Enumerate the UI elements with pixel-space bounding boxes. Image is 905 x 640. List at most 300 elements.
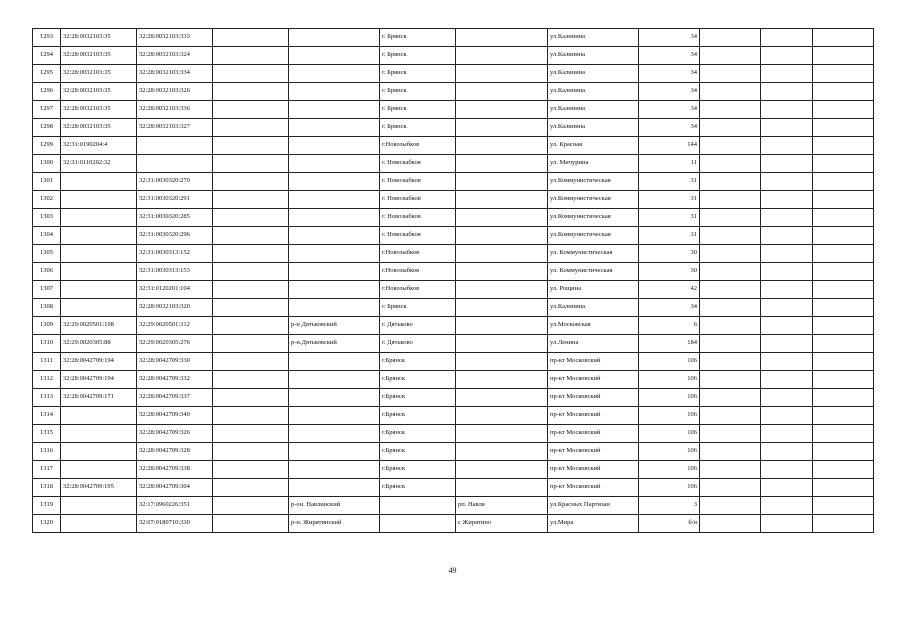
city-cell: г. Брянск: [380, 119, 456, 137]
cadastral-number-cell: [61, 425, 137, 443]
empty-cell: [813, 155, 874, 173]
district-cell: [289, 137, 380, 155]
empty-cell: [700, 335, 761, 353]
district-cell: [289, 479, 380, 497]
row-number-cell: 1306: [33, 263, 61, 281]
settlement-cell: [456, 227, 548, 245]
empty-cell: [813, 461, 874, 479]
row-number-cell: 1311: [33, 353, 61, 371]
house-number-cell: 184: [639, 335, 700, 353]
street-cell: ул.Калинина: [548, 299, 639, 317]
row-number-cell: 1309: [33, 317, 61, 335]
object-cadastral-number-cell: 32:31:0030320:291: [137, 191, 213, 209]
settlement-cell: [456, 317, 548, 335]
empty-cell: [761, 227, 813, 245]
empty-cell: [761, 497, 813, 515]
empty-cell: [700, 83, 761, 101]
empty-cell: [813, 137, 874, 155]
empty-cell: [761, 353, 813, 371]
cadastral-number-cell: [61, 281, 137, 299]
object-cadastral-number-cell: 32:28:0042709:330: [137, 353, 213, 371]
cadastral-number-cell: 32:31:0110202:32: [61, 155, 137, 173]
cadastral-number-cell: [61, 263, 137, 281]
city-cell: г. Дятьково: [380, 317, 456, 335]
empty-cell: [700, 209, 761, 227]
empty-cell: [761, 425, 813, 443]
object-cadastral-number-cell: 32:28:0042709:328: [137, 443, 213, 461]
cadastral-number-cell: 32:28:0032103:35: [61, 65, 137, 83]
street-cell: ул.Калинина: [548, 119, 639, 137]
house-number-cell: 106: [639, 407, 700, 425]
cadastral-number-cell: 32:31:0190204:4: [61, 137, 137, 155]
row-number-cell: 1315: [33, 425, 61, 443]
cadastral-number-cell: 32:28:0032103:35: [61, 29, 137, 47]
empty-cell: [700, 497, 761, 515]
settlement-cell: [456, 65, 548, 83]
city-cell: г.Брянск: [380, 389, 456, 407]
empty-cell: [761, 443, 813, 461]
object-cadastral-number-cell: 32:31:0030313:153: [137, 263, 213, 281]
empty-cell: [700, 515, 761, 533]
empty-cell: [813, 101, 874, 119]
object-cadastral-number-cell: 32:31:0030320:270: [137, 173, 213, 191]
city-cell: г.Брянск: [380, 425, 456, 443]
object-cadastral-number-cell: 32:28:0032103:320: [137, 299, 213, 317]
table-row: [33, 101, 874, 119]
empty-cell: [761, 101, 813, 119]
settlement-cell: [456, 83, 548, 101]
district-cell: [289, 191, 380, 209]
empty-cell: [813, 353, 874, 371]
city-cell: г.Брянск: [380, 461, 456, 479]
object-cadastral-number-cell: 32:31:0030320:296: [137, 227, 213, 245]
empty-cell: [700, 155, 761, 173]
settlement-cell: [456, 137, 548, 155]
empty-cell: [700, 479, 761, 497]
row-number-cell: 1312: [33, 371, 61, 389]
table-row: [33, 65, 874, 83]
cadastral-number-cell: 32:28:0032103:35: [61, 47, 137, 65]
object-cadastral-number-cell: 32:28:0032103:336: [137, 101, 213, 119]
district-cell: [289, 245, 380, 263]
city-cell: г. Брянск: [380, 47, 456, 65]
empty-cell: [700, 317, 761, 335]
empty-cell: [213, 281, 289, 299]
empty-cell: [213, 155, 289, 173]
empty-cell: [700, 137, 761, 155]
city-cell: г.Брянск: [380, 443, 456, 461]
settlement-cell: [456, 101, 548, 119]
row-number-cell: 1304: [33, 227, 61, 245]
empty-cell: [700, 191, 761, 209]
empty-cell: [761, 137, 813, 155]
empty-cell: [213, 65, 289, 83]
empty-cell: [761, 299, 813, 317]
empty-cell: [213, 137, 289, 155]
empty-cell: [213, 425, 289, 443]
registry-table-body: [33, 29, 874, 533]
cadastral-number-cell: [61, 461, 137, 479]
city-cell: г. Новозыбков: [380, 209, 456, 227]
empty-cell: [761, 461, 813, 479]
object-cadastral-number-cell: 32:28:0032103:333: [137, 29, 213, 47]
empty-cell: [700, 47, 761, 65]
empty-cell: [813, 245, 874, 263]
street-cell: ул.Коммунистическая: [548, 173, 639, 191]
house-number-cell: 42: [639, 281, 700, 299]
empty-cell: [213, 371, 289, 389]
table-row: [33, 47, 874, 65]
settlement-cell: [456, 335, 548, 353]
empty-cell: [761, 29, 813, 47]
house-number-cell: 11: [639, 155, 700, 173]
street-cell: пр-кт Московский: [548, 371, 639, 389]
row-number-cell: 1301: [33, 173, 61, 191]
settlement-cell: [456, 209, 548, 227]
table-row: [33, 137, 874, 155]
district-cell: р-н Дятьковский: [289, 317, 380, 335]
table-row: [33, 83, 874, 101]
empty-cell: [813, 47, 874, 65]
empty-cell: [761, 65, 813, 83]
empty-cell: [700, 173, 761, 191]
cadastral-number-cell: 32:28:0032103:35: [61, 119, 137, 137]
empty-cell: [813, 497, 874, 515]
empty-cell: [700, 29, 761, 47]
empty-cell: [700, 119, 761, 137]
empty-cell: [813, 263, 874, 281]
street-cell: пр-кт Московский: [548, 479, 639, 497]
street-cell: пр-кт Московский: [548, 461, 639, 479]
settlement-cell: [456, 191, 548, 209]
street-cell: ул.Калинина: [548, 47, 639, 65]
cadastral-number-cell: 32:28:0042709:171: [61, 389, 137, 407]
street-cell: пр-кт Московский: [548, 425, 639, 443]
district-cell: [289, 353, 380, 371]
row-number-cell: 1317: [33, 461, 61, 479]
city-cell: г. Брянск: [380, 83, 456, 101]
house-number-cell: 144: [639, 137, 700, 155]
row-number-cell: 1302: [33, 191, 61, 209]
empty-cell: [813, 209, 874, 227]
settlement-cell: [456, 47, 548, 65]
table-row: [33, 245, 874, 263]
object-cadastral-number-cell: 32:28:0042709:304: [137, 479, 213, 497]
table-row: [33, 407, 874, 425]
cadastral-number-cell: [61, 209, 137, 227]
empty-cell: [761, 173, 813, 191]
row-number-cell: 1318: [33, 479, 61, 497]
house-number-cell: 34: [639, 101, 700, 119]
empty-cell: [213, 389, 289, 407]
empty-cell: [700, 425, 761, 443]
empty-cell: [213, 317, 289, 335]
street-cell: пр-кт Московский: [548, 353, 639, 371]
table-row: [33, 173, 874, 191]
house-number-cell: 31: [639, 191, 700, 209]
house-number-cell: 6: [639, 317, 700, 335]
empty-cell: [761, 317, 813, 335]
city-cell: г. Новозыбков: [380, 155, 456, 173]
row-number-cell: 1300: [33, 155, 61, 173]
empty-cell: [813, 443, 874, 461]
object-cadastral-number-cell: [137, 155, 213, 173]
empty-cell: [813, 119, 874, 137]
district-cell: [289, 281, 380, 299]
district-cell: [289, 173, 380, 191]
empty-cell: [813, 317, 874, 335]
settlement-cell: [456, 263, 548, 281]
object-cadastral-number-cell: 32:28:0032103:324: [137, 47, 213, 65]
house-number-cell: 34: [639, 47, 700, 65]
empty-cell: [700, 443, 761, 461]
row-number-cell: 1319: [33, 497, 61, 515]
settlement-cell: [456, 389, 548, 407]
house-number-cell: 106: [639, 443, 700, 461]
empty-cell: [761, 119, 813, 137]
empty-cell: [213, 263, 289, 281]
cadastral-number-cell: [61, 407, 137, 425]
empty-cell: [813, 515, 874, 533]
row-number-cell: 1296: [33, 83, 61, 101]
empty-cell: [761, 47, 813, 65]
table-row: [33, 263, 874, 281]
empty-cell: [761, 389, 813, 407]
row-number-cell: 1313: [33, 389, 61, 407]
district-cell: [289, 209, 380, 227]
row-number-cell: 1307: [33, 281, 61, 299]
cadastral-number-cell: [61, 245, 137, 263]
object-cadastral-number-cell: 32:07:0180710:330: [137, 515, 213, 533]
empty-cell: [700, 371, 761, 389]
settlement-cell: [456, 371, 548, 389]
row-number-cell: 1305: [33, 245, 61, 263]
object-cadastral-number-cell: 32:28:0042709:332: [137, 371, 213, 389]
house-number-cell: 34: [639, 119, 700, 137]
table-row: [33, 515, 874, 533]
empty-cell: [700, 461, 761, 479]
house-number-cell: 34: [639, 299, 700, 317]
empty-cell: [213, 443, 289, 461]
district-cell: р-н. Жирятинский: [289, 515, 380, 533]
empty-cell: [813, 425, 874, 443]
street-cell: ул. Коммунистическая: [548, 245, 639, 263]
table-row: [33, 209, 874, 227]
street-cell: пр-кт Московский: [548, 443, 639, 461]
empty-cell: [761, 407, 813, 425]
empty-cell: [213, 209, 289, 227]
cadastral-number-cell: [61, 299, 137, 317]
empty-cell: [813, 29, 874, 47]
empty-cell: [213, 479, 289, 497]
table-row: [33, 335, 874, 353]
table-row: [33, 119, 874, 137]
house-number-cell: 106: [639, 479, 700, 497]
object-cadastral-number-cell: 32:28:0032103:334: [137, 65, 213, 83]
settlement-cell: [456, 119, 548, 137]
empty-cell: [213, 101, 289, 119]
cadastral-number-cell: [61, 227, 137, 245]
street-cell: ул. Мичурина: [548, 155, 639, 173]
row-number-cell: 1320: [33, 515, 61, 533]
cadastral-number-cell: 32:28:0042709:194: [61, 353, 137, 371]
city-cell: г. Дятьково: [380, 335, 456, 353]
row-number-cell: 1294: [33, 47, 61, 65]
house-number-cell: 31: [639, 173, 700, 191]
house-number-cell: 31: [639, 227, 700, 245]
empty-cell: [813, 407, 874, 425]
cadastral-number-cell: 32:29:0020501:198: [61, 317, 137, 335]
empty-cell: [761, 263, 813, 281]
street-cell: ул.Калинина: [548, 29, 639, 47]
empty-cell: [761, 335, 813, 353]
district-cell: [289, 47, 380, 65]
table-row: [33, 479, 874, 497]
settlement-cell: [456, 425, 548, 443]
district-cell: [289, 443, 380, 461]
object-cadastral-number-cell: 32:28:0042709:338: [137, 461, 213, 479]
empty-cell: [813, 371, 874, 389]
cadastral-number-cell: [61, 443, 137, 461]
row-number-cell: 1298: [33, 119, 61, 137]
empty-cell: [213, 299, 289, 317]
settlement-cell: [456, 29, 548, 47]
cadastral-number-cell: 32:28:0042709:195: [61, 479, 137, 497]
settlement-cell: [456, 299, 548, 317]
empty-cell: [213, 173, 289, 191]
street-cell: ул.Калинина: [548, 65, 639, 83]
city-cell: [380, 497, 456, 515]
city-cell: г.Новозыбков: [380, 281, 456, 299]
empty-cell: [813, 65, 874, 83]
page-number: 49: [448, 566, 457, 575]
empty-cell: [213, 461, 289, 479]
table-row: [33, 227, 874, 245]
row-number-cell: 1297: [33, 101, 61, 119]
district-cell: [289, 83, 380, 101]
object-cadastral-number-cell: 32:28:0042709:337: [137, 389, 213, 407]
settlement-cell: [456, 461, 548, 479]
row-number-cell: 1314: [33, 407, 61, 425]
empty-cell: [813, 335, 874, 353]
district-cell: [289, 65, 380, 83]
empty-cell: [813, 191, 874, 209]
table-row: [33, 281, 874, 299]
district-cell: [289, 227, 380, 245]
table-row: [33, 191, 874, 209]
city-cell: г. Брянск: [380, 29, 456, 47]
settlement-cell: [456, 353, 548, 371]
empty-cell: [761, 209, 813, 227]
cadastral-number-cell: 32:28:0032103:35: [61, 83, 137, 101]
empty-cell: [761, 371, 813, 389]
table-row: [33, 371, 874, 389]
city-cell: [380, 515, 456, 533]
house-number-cell: 30: [639, 263, 700, 281]
table-row: [33, 299, 874, 317]
house-number-cell: 34: [639, 65, 700, 83]
empty-cell: [700, 281, 761, 299]
registry-table: [32, 28, 874, 533]
city-cell: г. Новозыбков: [380, 173, 456, 191]
street-cell: ул. Красная: [548, 137, 639, 155]
empty-cell: [213, 353, 289, 371]
row-number-cell: 1299: [33, 137, 61, 155]
settlement-cell: [456, 443, 548, 461]
district-cell: [289, 155, 380, 173]
empty-cell: [813, 389, 874, 407]
district-cell: [289, 299, 380, 317]
city-cell: г.Брянск: [380, 371, 456, 389]
district-cell: [289, 425, 380, 443]
house-number-cell: 31: [639, 209, 700, 227]
settlement-cell: [456, 173, 548, 191]
cadastral-number-cell: 32:29:0020305:88: [61, 335, 137, 353]
settlement-cell: рп. Навля: [456, 497, 548, 515]
house-number-cell: 3: [639, 497, 700, 515]
empty-cell: [761, 155, 813, 173]
empty-cell: [813, 173, 874, 191]
object-cadastral-number-cell: 32:28:0032103:326: [137, 83, 213, 101]
object-cadastral-number-cell: 32:28:0032103:327: [137, 119, 213, 137]
table-row: [33, 443, 874, 461]
city-cell: г. Новозыбков: [380, 191, 456, 209]
house-number-cell: 30: [639, 245, 700, 263]
empty-cell: [813, 227, 874, 245]
settlement-cell: [456, 245, 548, 263]
empty-cell: [700, 299, 761, 317]
street-cell: ул.Коммунистическая: [548, 209, 639, 227]
object-cadastral-number-cell: 32:31:0030313:152: [137, 245, 213, 263]
empty-cell: [213, 245, 289, 263]
object-cadastral-number-cell: 32:28:0042709:340: [137, 407, 213, 425]
empty-cell: [700, 227, 761, 245]
city-cell: г. Брянск: [380, 101, 456, 119]
district-cell: [289, 29, 380, 47]
house-number-cell: 106: [639, 389, 700, 407]
district-cell: [289, 101, 380, 119]
city-cell: г.Новозыбков: [380, 263, 456, 281]
cadastral-number-cell: [61, 173, 137, 191]
object-cadastral-number-cell: 32:29:0020305:276: [137, 335, 213, 353]
empty-cell: [700, 407, 761, 425]
settlement-cell: [456, 155, 548, 173]
empty-cell: [213, 227, 289, 245]
street-cell: ул.Красных Партизан: [548, 497, 639, 515]
empty-cell: [700, 389, 761, 407]
city-cell: г.Брянск: [380, 353, 456, 371]
street-cell: ул.Коммунистическая: [548, 191, 639, 209]
table-row: [33, 317, 874, 335]
street-cell: ул.Калинина: [548, 83, 639, 101]
row-number-cell: 1295: [33, 65, 61, 83]
district-cell: р-н.Дятьковский: [289, 335, 380, 353]
district-cell: р-он. Навлинский: [289, 497, 380, 515]
street-cell: ул.Коммунистическая: [548, 227, 639, 245]
settlement-cell: [456, 407, 548, 425]
city-cell: г.Новозыбков: [380, 137, 456, 155]
table-row: [33, 425, 874, 443]
district-cell: [289, 461, 380, 479]
empty-cell: [761, 479, 813, 497]
empty-cell: [813, 299, 874, 317]
city-cell: г.Брянск: [380, 479, 456, 497]
empty-cell: [700, 245, 761, 263]
house-number-cell: 106: [639, 371, 700, 389]
city-cell: г. Новозыбков: [380, 227, 456, 245]
row-number-cell: 1303: [33, 209, 61, 227]
street-cell: ул. Коммунистическая: [548, 263, 639, 281]
